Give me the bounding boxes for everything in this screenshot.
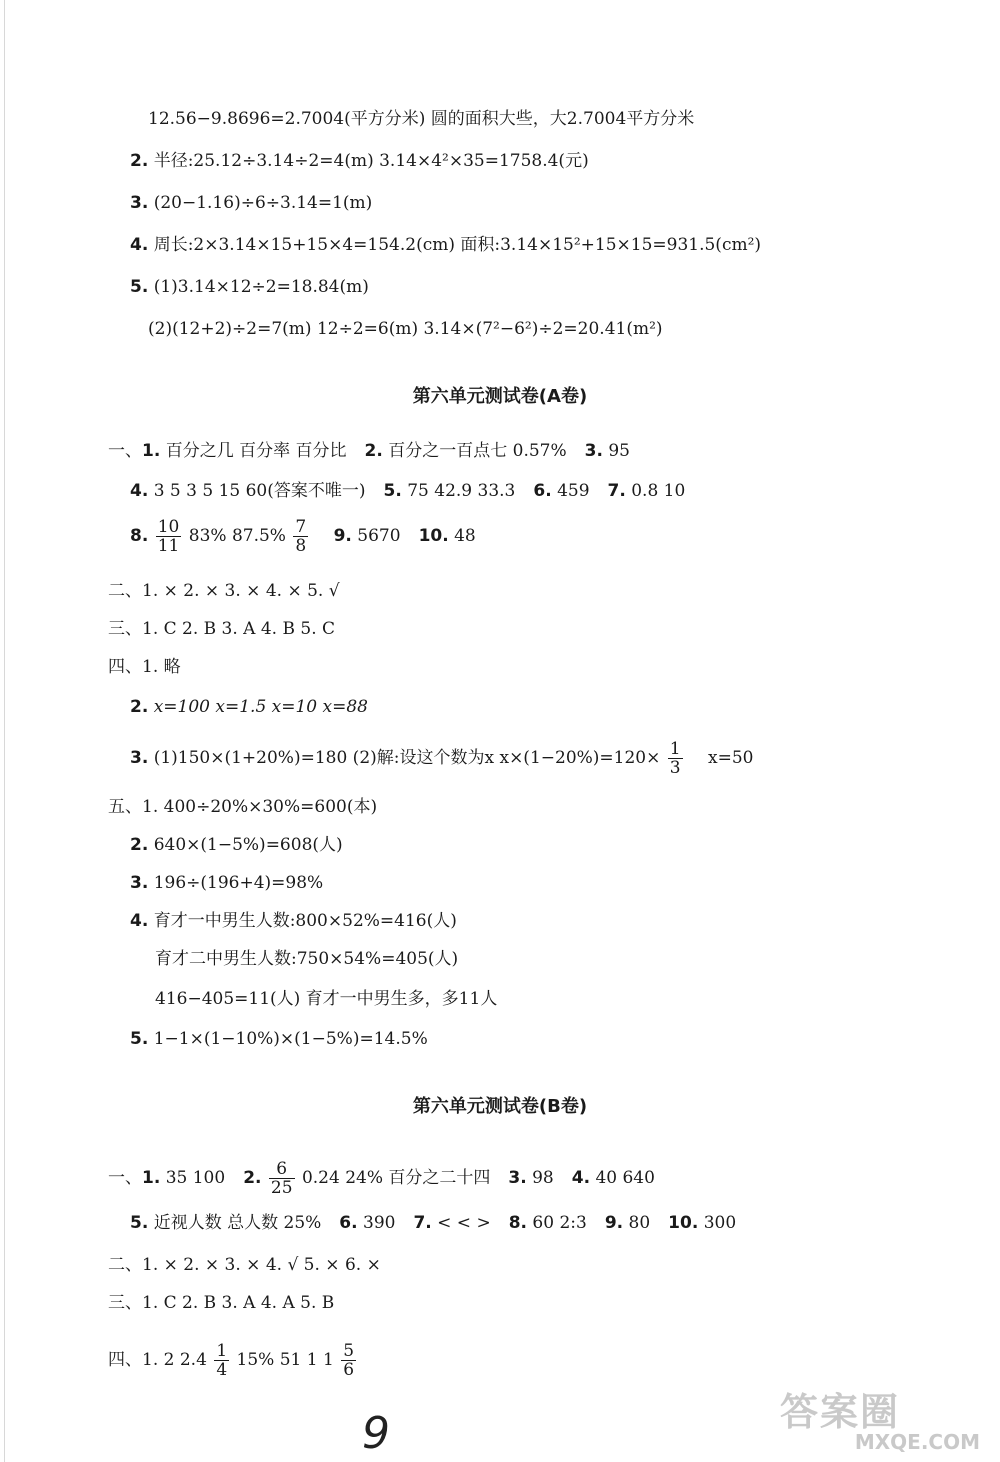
section-a-row-1: 一、1. 百分之几 百分率 百分比 2. 百分之一百点七 0.57% 3. 95 bbox=[108, 441, 630, 461]
fraction: $\frac{1}{4}$ bbox=[216, 1341, 228, 1380]
page-number: 9 bbox=[362, 1408, 390, 1459]
section-b-row-3: 二、1. × 2. × 3. × 4. √ 5. × 6. × bbox=[108, 1255, 381, 1275]
fraction: $\frac{10}{11}$ bbox=[157, 517, 180, 556]
section-a-row-9: 五、1. 400÷20%×30%=600(本) bbox=[108, 797, 378, 817]
page-edge bbox=[4, 0, 5, 1462]
section-b-row-4: 三、1. C 2. B 3. A 4. A 5. B bbox=[108, 1293, 335, 1313]
fraction: $\frac{5}{6}$ bbox=[343, 1341, 355, 1380]
section-a-row-11: 3. 196÷(196+4)=98% bbox=[130, 873, 324, 893]
section-a-row-4: 二、1. × 2. × 3. × 4. × 5. √ bbox=[108, 581, 340, 601]
section-a-row-3: 8. $\frac{10}{11}$ 83% 87.5% $\frac{7}{8}$ 9. 5670 10. 48 bbox=[130, 517, 476, 556]
answer-line-q5-sub: (2)(12+2)÷2=7(m) 12÷2=6(m) 3.14×(7²−6²)÷2=20.41(m²) bbox=[148, 319, 663, 339]
answer-line-q4: 4. 周长:2×3.14×15+15×4=154.2(cm) 面积:3.14×15²+15×15=931.5(cm²) bbox=[130, 235, 762, 255]
fraction: $\frac{7}{8}$ bbox=[295, 517, 307, 556]
section-b-row-2: 5. 近视人数 总人数 25% 6. 390 7. < < > 8. 60 2:3 9. 80 10. 300 bbox=[130, 1213, 737, 1233]
section-a-row-12: 4. 育才一中男生人数:800×52%=416(人) bbox=[130, 911, 457, 931]
section-b-title: 第六单元测试卷(B卷) bbox=[412, 1096, 588, 1117]
section-b-row-1: 一、1. 35 100 2. $\frac{6}{25}$ 0.24 24% 百分之二十四 3. 98 4. 40 640 bbox=[108, 1159, 655, 1198]
section-a-row-8: 3. (1)150×(1+20%)=180 (2)解:设这个数为x x×(1−20%)=120× $\frac{1}{3}$ x=50 bbox=[130, 739, 754, 778]
section-a-row-13: 育才二中男生人数:750×54%=405(人) bbox=[155, 949, 459, 969]
answer-line-q3: 3. (20−1.16)÷6÷3.14=1(m) bbox=[130, 193, 373, 213]
section-a-row-7: 2. x=100 x=1.5 x=10 x=88 bbox=[130, 697, 368, 717]
fraction: $\frac{1}{3}$ bbox=[669, 739, 681, 778]
watermark-logo: 答案圈 MXQE.COM bbox=[780, 1390, 980, 1454]
section-a-row-6: 四、1. 略 bbox=[108, 657, 181, 677]
section-b-row-5: 四、1. 2 2.4 $\frac{1}{4}$ 15% 51 1 1 $\frac{5}{6}$ bbox=[108, 1341, 355, 1380]
section-a-row-5: 三、1. C 2. B 3. A 4. B 5. C bbox=[108, 619, 336, 639]
answer-line-area-diff: 12.56−9.8696=2.7004(平方分米) 圆的面积大些，大2.7004平方分米 bbox=[148, 109, 695, 129]
section-a-row-14: 416−405=11(人) 育才一中男生多，多11人 bbox=[155, 989, 498, 1009]
fraction: $\frac{6}{25}$ bbox=[270, 1159, 293, 1198]
section-a-row-2: 4. 3 5 3 5 15 60(答案不唯一) 5. 75 42.9 33.3 6. 459 7. 0.8 10 bbox=[130, 481, 686, 501]
section-a-row-10: 2. 640×(1−5%)=608(人) bbox=[130, 835, 343, 855]
section-a-title: 第六单元测试卷(A卷) bbox=[412, 386, 588, 407]
answer-line-q2: 2. 半径:25.12÷3.14÷2=4(m) 3.14×4²×35=1758.4(元) bbox=[130, 151, 589, 171]
answer-line-q5: 5. (1)3.14×12÷2=18.84(m) bbox=[130, 277, 369, 297]
section-a-row-15: 5. 1−1×(1−10%)×(1−5%)=14.5% bbox=[130, 1029, 428, 1049]
